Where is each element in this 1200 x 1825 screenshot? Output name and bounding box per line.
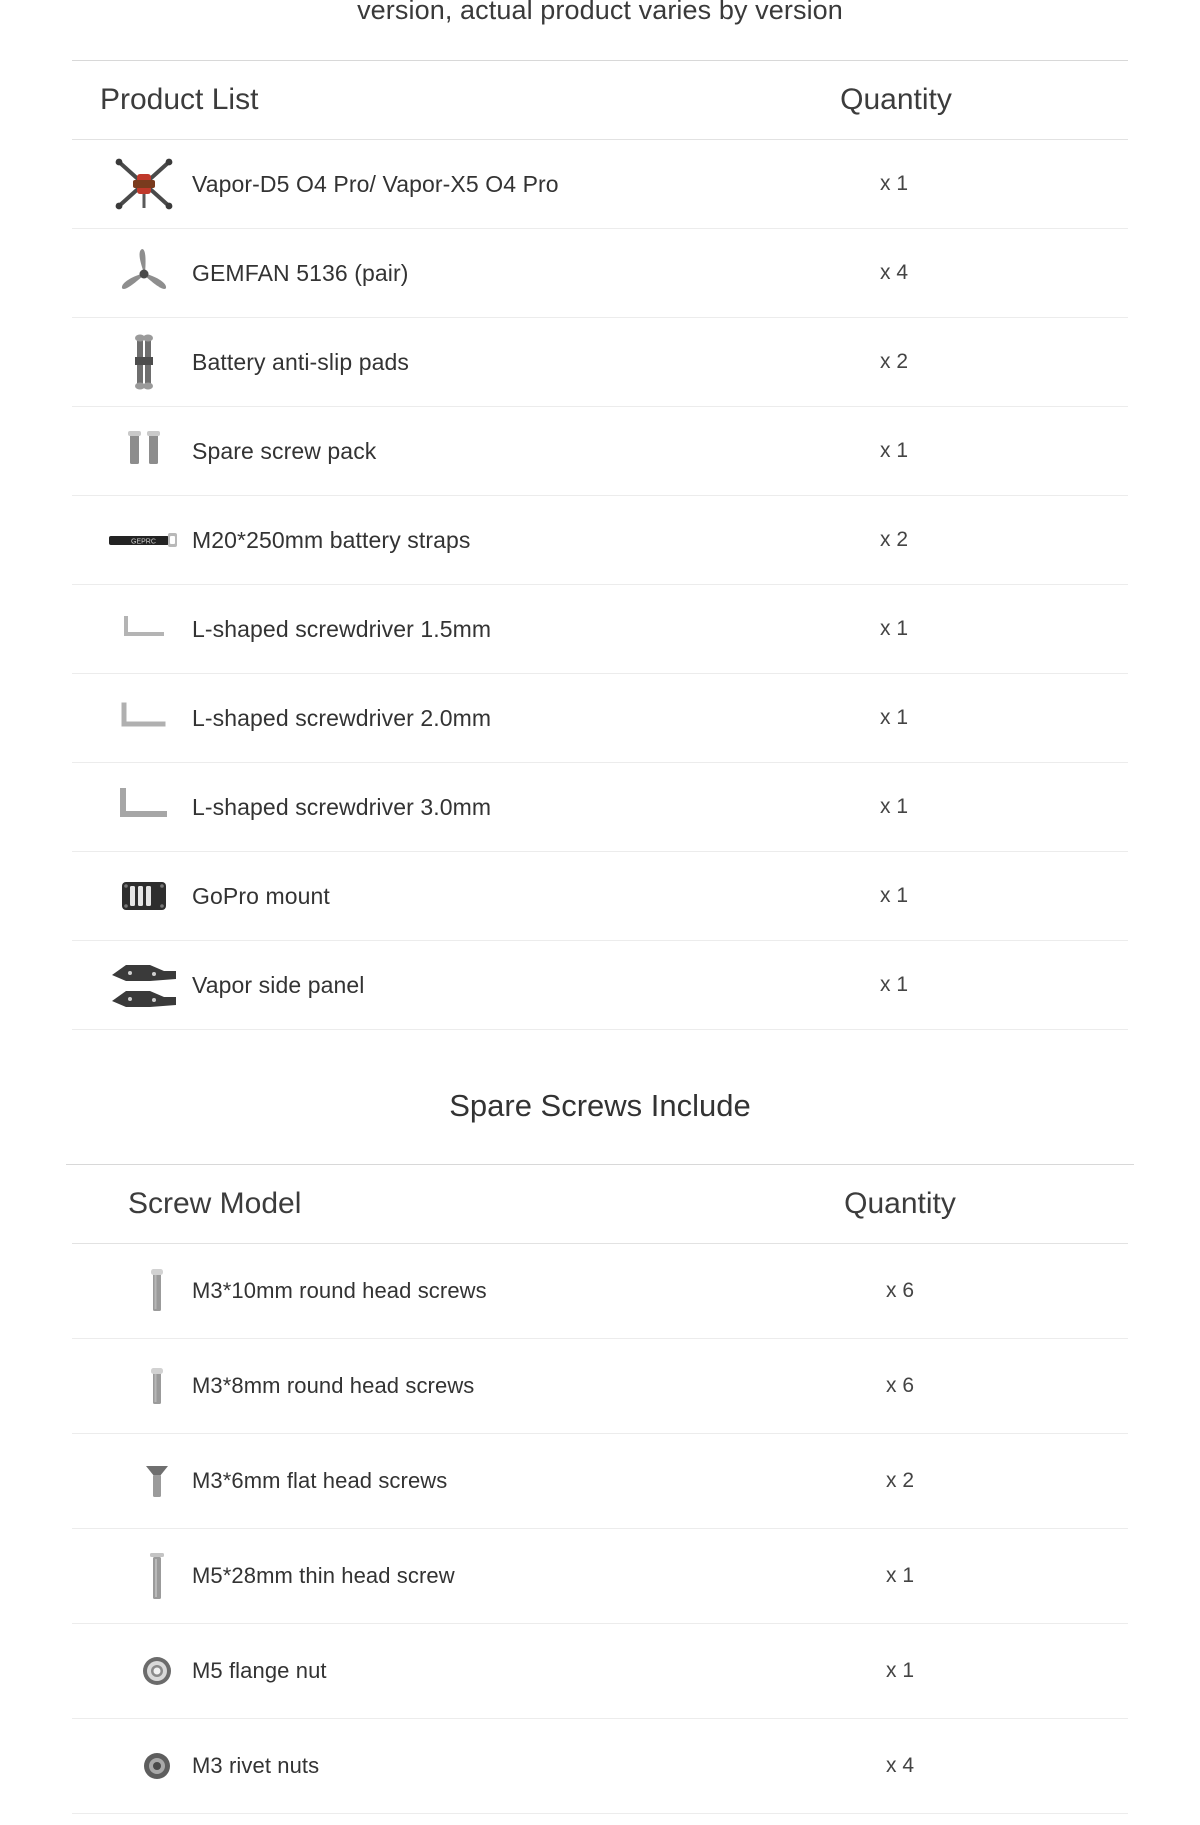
svg-text:GEPRC: GEPRC — [131, 538, 156, 546]
l-screwdriver-icon — [72, 612, 192, 646]
row-quantity: x 1 — [879, 439, 908, 463]
table-row — [72, 1529, 1128, 1624]
flange-nut-icon — [72, 1651, 192, 1691]
row-quantity: x 1 — [879, 617, 908, 641]
propeller-icon — [72, 247, 192, 299]
row-quantity: x 4 — [879, 261, 908, 285]
drone-frame-icon — [72, 156, 192, 212]
row-label: M3 rivet nuts — [192, 1753, 320, 1779]
anti-slip-pad-icon — [72, 333, 192, 391]
row-label: Vapor-D5 O4 Pro/ Vapor-X5 O4 Pro — [192, 170, 559, 197]
l-screwdriver-icon — [72, 787, 192, 827]
row-quantity: x 6 — [885, 1374, 914, 1398]
rivet-nut-icon — [72, 1746, 192, 1786]
row-quantity: x 2 — [879, 528, 908, 552]
table-row — [72, 1434, 1128, 1529]
l-screwdriver-icon — [72, 700, 192, 736]
table-row — [72, 318, 1128, 407]
row-label: M20*250mm battery straps — [192, 526, 471, 553]
product-quantity-column-header: Quantity — [840, 83, 952, 117]
row-quantity: x 6 — [885, 1279, 914, 1303]
row-label: L-shaped screwdriver 2.0mm — [192, 704, 492, 731]
gopro-mount-icon — [72, 874, 192, 918]
round-head-screw-icon — [72, 1360, 192, 1412]
table-row — [72, 1339, 1128, 1434]
row-quantity: x 2 — [885, 1469, 914, 1493]
row-quantity: x 1 — [879, 172, 908, 196]
table-row — [72, 585, 1128, 674]
row-label: L-shaped screwdriver 3.0mm — [192, 793, 492, 820]
row-label: L-shaped screwdriver 1.5mm — [192, 615, 492, 642]
version-note: version, actual product varies by version — [357, 0, 843, 25]
table-row — [72, 763, 1128, 852]
screw-table-header — [72, 1165, 1128, 1244]
table-row — [72, 1719, 1128, 1814]
product-table-header — [72, 61, 1128, 140]
row-quantity: x 1 — [879, 884, 908, 908]
row-quantity: x 1 — [885, 1564, 914, 1588]
screw-quantity-column-header: Quantity — [844, 1187, 956, 1221]
screw-pack-icon — [72, 428, 192, 474]
table-row — [72, 496, 1128, 585]
thin-head-screw-icon — [72, 1547, 192, 1605]
row-quantity: x 1 — [879, 795, 908, 819]
row-label: GEMFAN 5136 (pair) — [192, 259, 409, 286]
table-row — [72, 941, 1128, 1030]
row-label: M3*8mm round head screws — [192, 1373, 475, 1399]
row-quantity: x 1 — [885, 1659, 914, 1683]
battery-strap-icon — [72, 529, 192, 551]
flat-head-screw-icon — [72, 1456, 192, 1506]
row-label: Spare screw pack — [192, 437, 377, 464]
round-head-screw-icon — [72, 1263, 192, 1319]
row-label: GoPro mount — [192, 882, 330, 909]
side-panel-icon — [72, 957, 192, 1013]
table-row — [72, 1244, 1128, 1339]
spare-screws-section-title: Spare Screws Include — [449, 1088, 751, 1124]
table-row — [72, 1624, 1128, 1719]
screw-model-column-header: Screw Model — [128, 1187, 302, 1221]
table-row — [72, 140, 1128, 229]
table-row — [72, 674, 1128, 763]
table-row — [72, 407, 1128, 496]
row-label: M5*28mm thin head screw — [192, 1563, 455, 1589]
product-list-table — [72, 61, 1128, 1030]
row-quantity: x 1 — [879, 973, 908, 997]
spare-screws-table — [72, 1165, 1128, 1814]
table-row — [72, 852, 1128, 941]
row-label: Vapor side panel — [192, 971, 365, 998]
row-label: Battery anti-slip pads — [192, 348, 409, 375]
row-quantity: x 1 — [879, 706, 908, 730]
row-label: M3*10mm round head screws — [192, 1278, 487, 1304]
row-label: M3*6mm flat head screws — [192, 1468, 448, 1494]
table-row — [72, 229, 1128, 318]
row-label: M5 flange nut — [192, 1658, 327, 1684]
row-quantity: x 2 — [879, 350, 908, 374]
product-list-column-header: Product List — [100, 83, 259, 117]
row-quantity: x 4 — [885, 1754, 914, 1778]
